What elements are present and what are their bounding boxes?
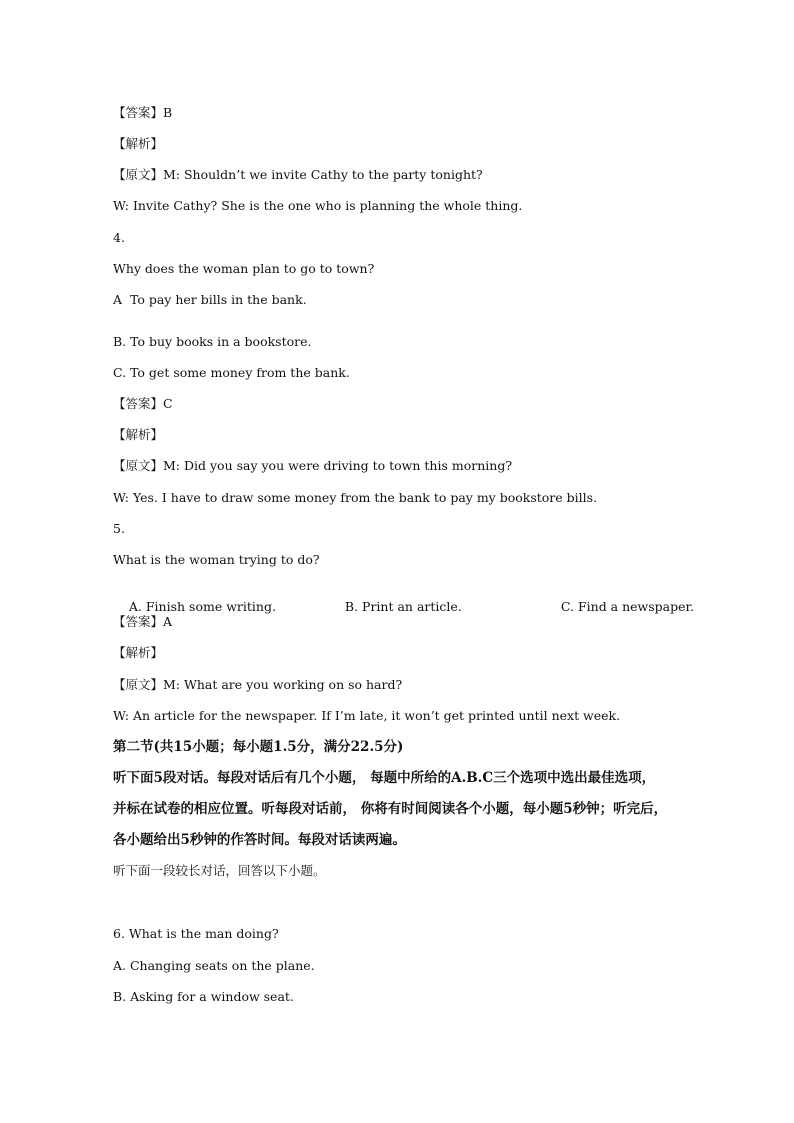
q6-question: 6. What is the man doing? [113, 926, 279, 941]
section2-instructions-line3: 各小题给出5秒钟的作答时间。每段对话读两遍。 [113, 832, 406, 848]
q4-analysis-label: 【解析】 [113, 427, 164, 442]
q4-number: 4. [113, 230, 125, 245]
section2-heading: 第二节(共15小题；每小题1.5分，满分22.5分) [113, 739, 404, 755]
q5-transcript-man: 【原文】M: What are you working on so hard? [113, 677, 403, 692]
q4-option-a: A To pay her bills in the bank. [113, 292, 307, 307]
q5-question: What is the woman trying to do? [113, 552, 320, 567]
section2-instructions-line1: 听下面5段对话。每段对话后有几个小题， 每题中所给的A.B.C三个选项中选出最佳选项， [113, 770, 656, 786]
q4-transcript-woman: W: Yes. I have to draw some money from the bank to pay my bookstore bills. [113, 490, 598, 505]
q5-transcript-woman: W: An article for the newspaper. If I’m late, it won’t get printed until next week. [113, 708, 621, 723]
q5-option-c: C. Find a newspaper. [560, 599, 695, 614]
q6-option-b: B. Asking for a window seat. [113, 989, 294, 1004]
q5-option-a: A. Finish some writing. [128, 599, 276, 614]
q4-option-c: C. To get some money from the bank. [113, 365, 350, 380]
q4-option-b: B. To buy books in a bookstore. [113, 334, 312, 349]
q3-analysis-label: 【解析】 [113, 136, 164, 151]
q3-transcript-man: 【原文】M: Shouldn’t we invite Cathy to the party tonight? [113, 167, 483, 182]
q3-transcript-woman: W: Invite Cathy? She is the one who is planning the whole thing. [113, 198, 523, 213]
q3-answer: 【答案】B [113, 105, 173, 120]
q5-option-b: B. Print an article. [344, 599, 462, 614]
q4-question: Why does the woman plan to go to town? [113, 261, 375, 276]
q5-options [113, 583, 694, 631]
q5-number: 5. [113, 521, 125, 536]
q5-answer: 【答案】A [113, 614, 173, 629]
section2-sub-instruction: 听下面一段较长对话，回答以下小题。 [113, 863, 326, 878]
q4-transcript-man: 【原文】M: Did you say you were driving to town this morning? [113, 458, 513, 473]
q6-option-a: A. Changing seats on the plane. [113, 958, 315, 973]
q4-answer: 【答案】C [113, 396, 173, 411]
q5-analysis-label: 【解析】 [113, 645, 164, 660]
section2-instructions-line2: 并标在试卷的相应位置。听每段对话前， 你将有时间阅读各个小题，每小题5秒钟；听完后， [113, 801, 668, 817]
